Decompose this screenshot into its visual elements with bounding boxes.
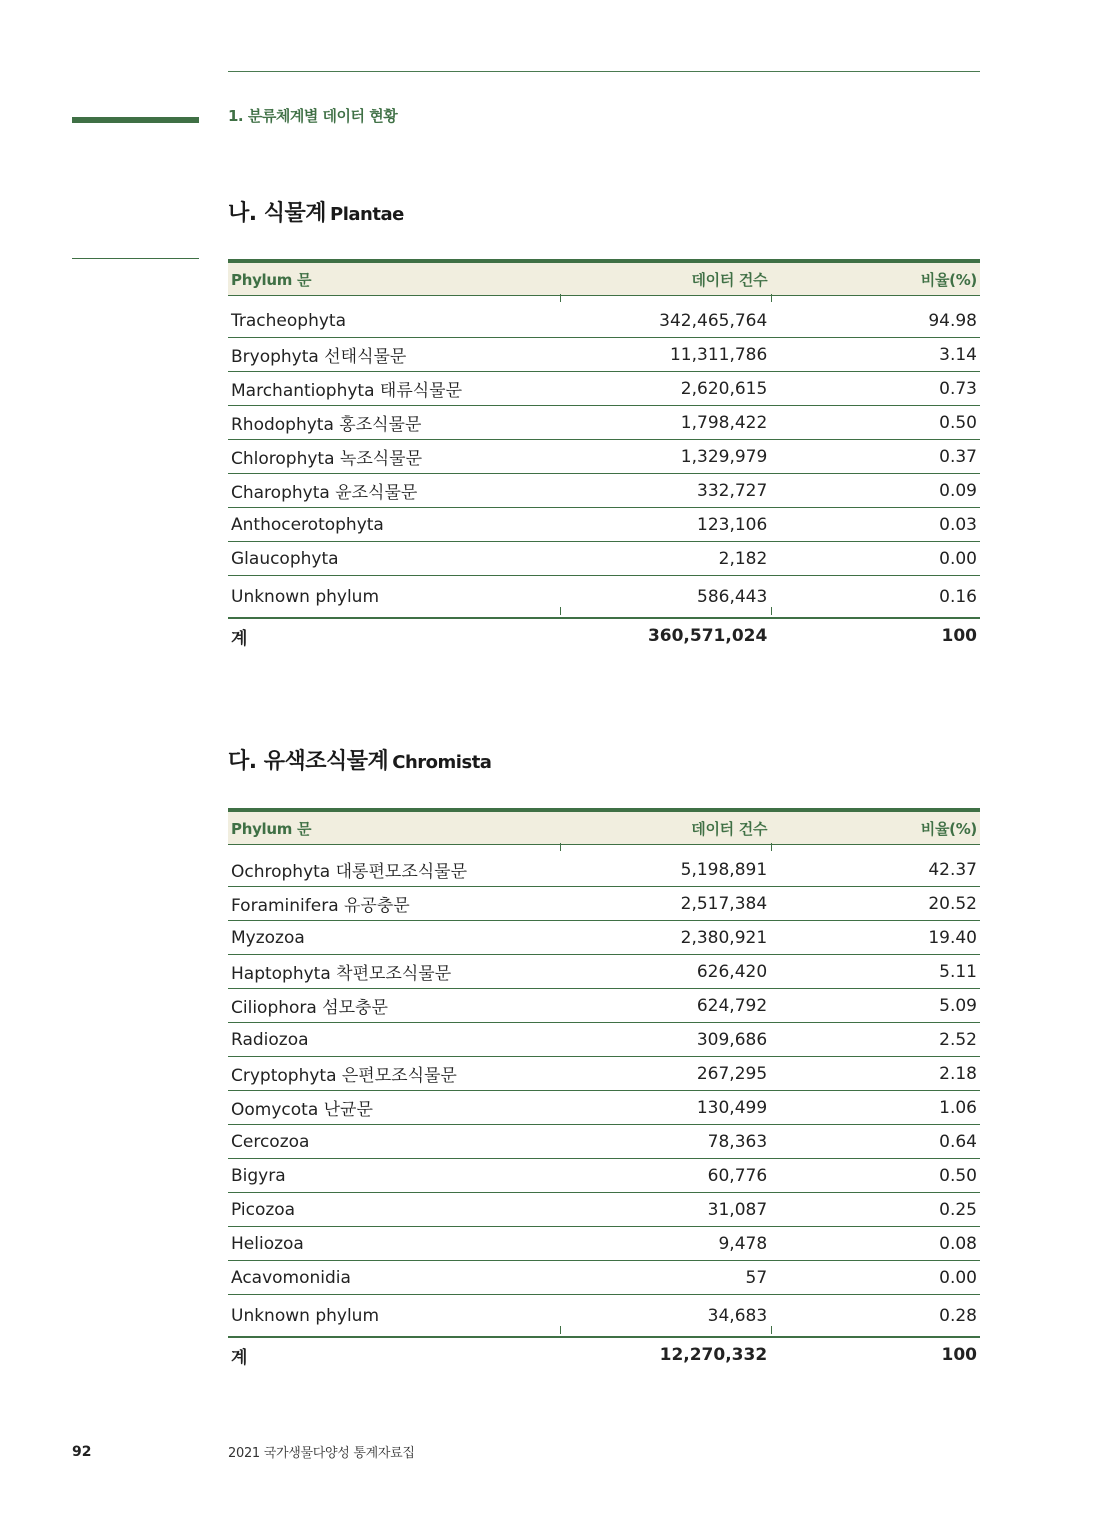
phylum-name: Haptophyta 착편모조식물문 bbox=[228, 955, 559, 989]
table-row bbox=[228, 296, 980, 338]
chromista-table bbox=[228, 808, 980, 1372]
ratio-value: 0.50 bbox=[770, 1159, 980, 1193]
data-count: 332,727 bbox=[559, 474, 770, 508]
plantae-title-latin: Plantae bbox=[330, 204, 404, 225]
column-tick bbox=[560, 843, 561, 851]
chromista-title-ko: 다. 유색조식물계 bbox=[228, 749, 389, 774]
ratio-value: 0.28 bbox=[939, 1305, 977, 1326]
table-row bbox=[228, 1125, 980, 1159]
ratio-value: 0.09 bbox=[770, 474, 980, 508]
ratio-value: 0.64 bbox=[770, 1125, 980, 1159]
phylum-name: Marchantiophyta 태류식물문 bbox=[228, 372, 559, 406]
ratio-value: 0.37 bbox=[770, 440, 980, 474]
data-count: 2,380,921 bbox=[559, 921, 770, 955]
column-tick bbox=[771, 294, 772, 302]
chromista-title-latin: Chromista bbox=[392, 752, 492, 773]
table-row bbox=[228, 989, 980, 1023]
table-row bbox=[228, 542, 980, 576]
data-count: 78,363 bbox=[559, 1125, 770, 1159]
phylum-name: Cryptophyta 은편모조식물문 bbox=[228, 1057, 559, 1091]
table-row bbox=[228, 440, 980, 474]
column-header-phylum: Phylum 문 bbox=[228, 261, 559, 296]
table-row bbox=[228, 1295, 980, 1338]
column-tick bbox=[771, 843, 772, 851]
table-row bbox=[228, 1023, 980, 1057]
page-number: 92 bbox=[72, 1444, 92, 1460]
column-tick bbox=[560, 1326, 561, 1334]
table-row bbox=[228, 921, 980, 955]
data-count: 9,478 bbox=[559, 1227, 770, 1261]
phylum-name: Bryophyta 선태식물문 bbox=[228, 338, 559, 372]
column-tick bbox=[560, 294, 561, 302]
total-count: 12,270,332 bbox=[559, 1337, 770, 1372]
phylum-name: Myzozoa bbox=[228, 921, 559, 955]
data-count: 267,295 bbox=[559, 1057, 770, 1091]
table-row bbox=[228, 406, 980, 440]
ratio-value: 0.03 bbox=[770, 508, 980, 542]
table-row bbox=[228, 1227, 980, 1261]
table-row bbox=[228, 845, 980, 887]
ratio-value: 5.11 bbox=[770, 955, 980, 989]
ratio-value: 2.18 bbox=[770, 1057, 980, 1091]
data-count: 2,517,384 bbox=[559, 887, 770, 921]
ratio-value: 0.73 bbox=[770, 372, 980, 406]
ratio-value: 0.08 bbox=[770, 1227, 980, 1261]
total-row bbox=[228, 1337, 980, 1372]
ratio-value: 0.00 bbox=[770, 1261, 980, 1295]
plantae-title-ko: 나. 식물계 bbox=[228, 201, 327, 226]
table-header-row bbox=[228, 810, 980, 845]
column-tick bbox=[771, 1326, 772, 1334]
section-marker-bar bbox=[72, 117, 199, 123]
column-header-count: 데이터 건수 bbox=[559, 261, 770, 296]
phylum-name: Oomycota 난균문 bbox=[228, 1091, 559, 1125]
data-count: 11,311,786 bbox=[559, 338, 770, 372]
section-marker-line bbox=[72, 258, 199, 259]
data-count: 60,776 bbox=[559, 1159, 770, 1193]
table-row bbox=[228, 1091, 980, 1125]
data-count: 5,198,891 bbox=[559, 845, 770, 887]
ratio-value: 0.25 bbox=[770, 1193, 980, 1227]
total-ratio: 100 bbox=[770, 618, 980, 653]
table-header-row bbox=[228, 261, 980, 296]
table-row bbox=[228, 474, 980, 508]
table-row bbox=[228, 372, 980, 406]
table-row bbox=[228, 576, 980, 619]
data-count: 624,792 bbox=[559, 989, 770, 1023]
table-row bbox=[228, 1261, 980, 1295]
phylum-name: Radiozoa bbox=[228, 1023, 559, 1057]
top-rule bbox=[228, 71, 980, 72]
total-row bbox=[228, 618, 980, 653]
plantae-heading bbox=[228, 196, 404, 227]
phylum-name: Glaucophyta bbox=[228, 542, 559, 576]
phylum-name: Anthocerotophyta bbox=[228, 508, 559, 542]
phylum-name: Tracheophyta bbox=[228, 296, 559, 338]
column-tick bbox=[771, 607, 772, 615]
data-count: 342,465,764 bbox=[559, 296, 770, 338]
plantae-table bbox=[228, 259, 980, 653]
phylum-name: Chlorophyta 녹조식물문 bbox=[228, 440, 559, 474]
data-count: 1,329,979 bbox=[559, 440, 770, 474]
ratio-value: 0.00 bbox=[770, 542, 980, 576]
table-row bbox=[228, 508, 980, 542]
phylum-name: Cercozoa bbox=[228, 1125, 559, 1159]
ratio-value: 42.37 bbox=[770, 845, 980, 887]
column-header-ratio: 비율(%) bbox=[770, 810, 980, 845]
data-count: 130,499 bbox=[559, 1091, 770, 1125]
phylum-name: Acavomonidia bbox=[228, 1261, 559, 1295]
total-label: 계 bbox=[228, 1337, 559, 1372]
table-row bbox=[228, 1057, 980, 1091]
data-count: 626,420 bbox=[559, 955, 770, 989]
ratio-value: 0.50 bbox=[770, 406, 980, 440]
ratio-value: 94.98 bbox=[770, 296, 980, 338]
phylum-name: Bigyra bbox=[228, 1159, 559, 1193]
ratio-value: 20.52 bbox=[770, 887, 980, 921]
ratio-value: 2.52 bbox=[770, 1023, 980, 1057]
table-row bbox=[228, 955, 980, 989]
phylum-name: Picozoa bbox=[228, 1193, 559, 1227]
chromista-heading bbox=[228, 744, 491, 775]
column-header-count: 데이터 건수 bbox=[559, 810, 770, 845]
phylum-name: Heliozoa bbox=[228, 1227, 559, 1261]
data-count: 309,686 bbox=[559, 1023, 770, 1057]
column-header-ratio: 비율(%) bbox=[770, 261, 980, 296]
column-tick bbox=[560, 607, 561, 615]
table-row bbox=[228, 1159, 980, 1193]
table-row bbox=[228, 887, 980, 921]
total-count: 360,571,024 bbox=[559, 618, 770, 653]
phylum-name: Foraminifera 유공충문 bbox=[228, 887, 559, 921]
ratio-value: 0.16 bbox=[939, 586, 977, 607]
phylum-name: Ciliophora 섬모충문 bbox=[228, 989, 559, 1023]
data-count: 1,798,422 bbox=[559, 406, 770, 440]
ratio-value: 5.09 bbox=[770, 989, 980, 1023]
ratio-value: 1.06 bbox=[770, 1091, 980, 1125]
phylum-name: Charophyta 윤조식물문 bbox=[228, 474, 559, 508]
data-count: 2,182 bbox=[559, 542, 770, 576]
section-label: 1. 분류체계별 데이터 현황 bbox=[228, 107, 398, 125]
ratio-value: 19.40 bbox=[770, 921, 980, 955]
data-count: 2,620,615 bbox=[559, 372, 770, 406]
phylum-name: Unknown phylum bbox=[231, 586, 380, 607]
column-header-phylum: Phylum 문 bbox=[228, 810, 559, 845]
publication-title: 2021 국가생물다양성 통계자료집 bbox=[228, 1446, 415, 1461]
phylum-name: Rhodophyta 홍조식물문 bbox=[228, 406, 559, 440]
ratio-value: 3.14 bbox=[770, 338, 980, 372]
data-count: 57 bbox=[559, 1261, 770, 1295]
table-row bbox=[228, 1193, 980, 1227]
table-row bbox=[228, 338, 980, 372]
data-count: 586,443 bbox=[697, 586, 768, 607]
data-count: 123,106 bbox=[559, 508, 770, 542]
data-count: 34,683 bbox=[707, 1305, 768, 1326]
total-label: 계 bbox=[228, 618, 559, 653]
phylum-name: Ochrophyta 대롱편모조식물문 bbox=[228, 845, 559, 887]
phylum-name: Unknown phylum bbox=[231, 1305, 380, 1326]
data-count: 31,087 bbox=[559, 1193, 770, 1227]
total-ratio: 100 bbox=[770, 1337, 980, 1372]
